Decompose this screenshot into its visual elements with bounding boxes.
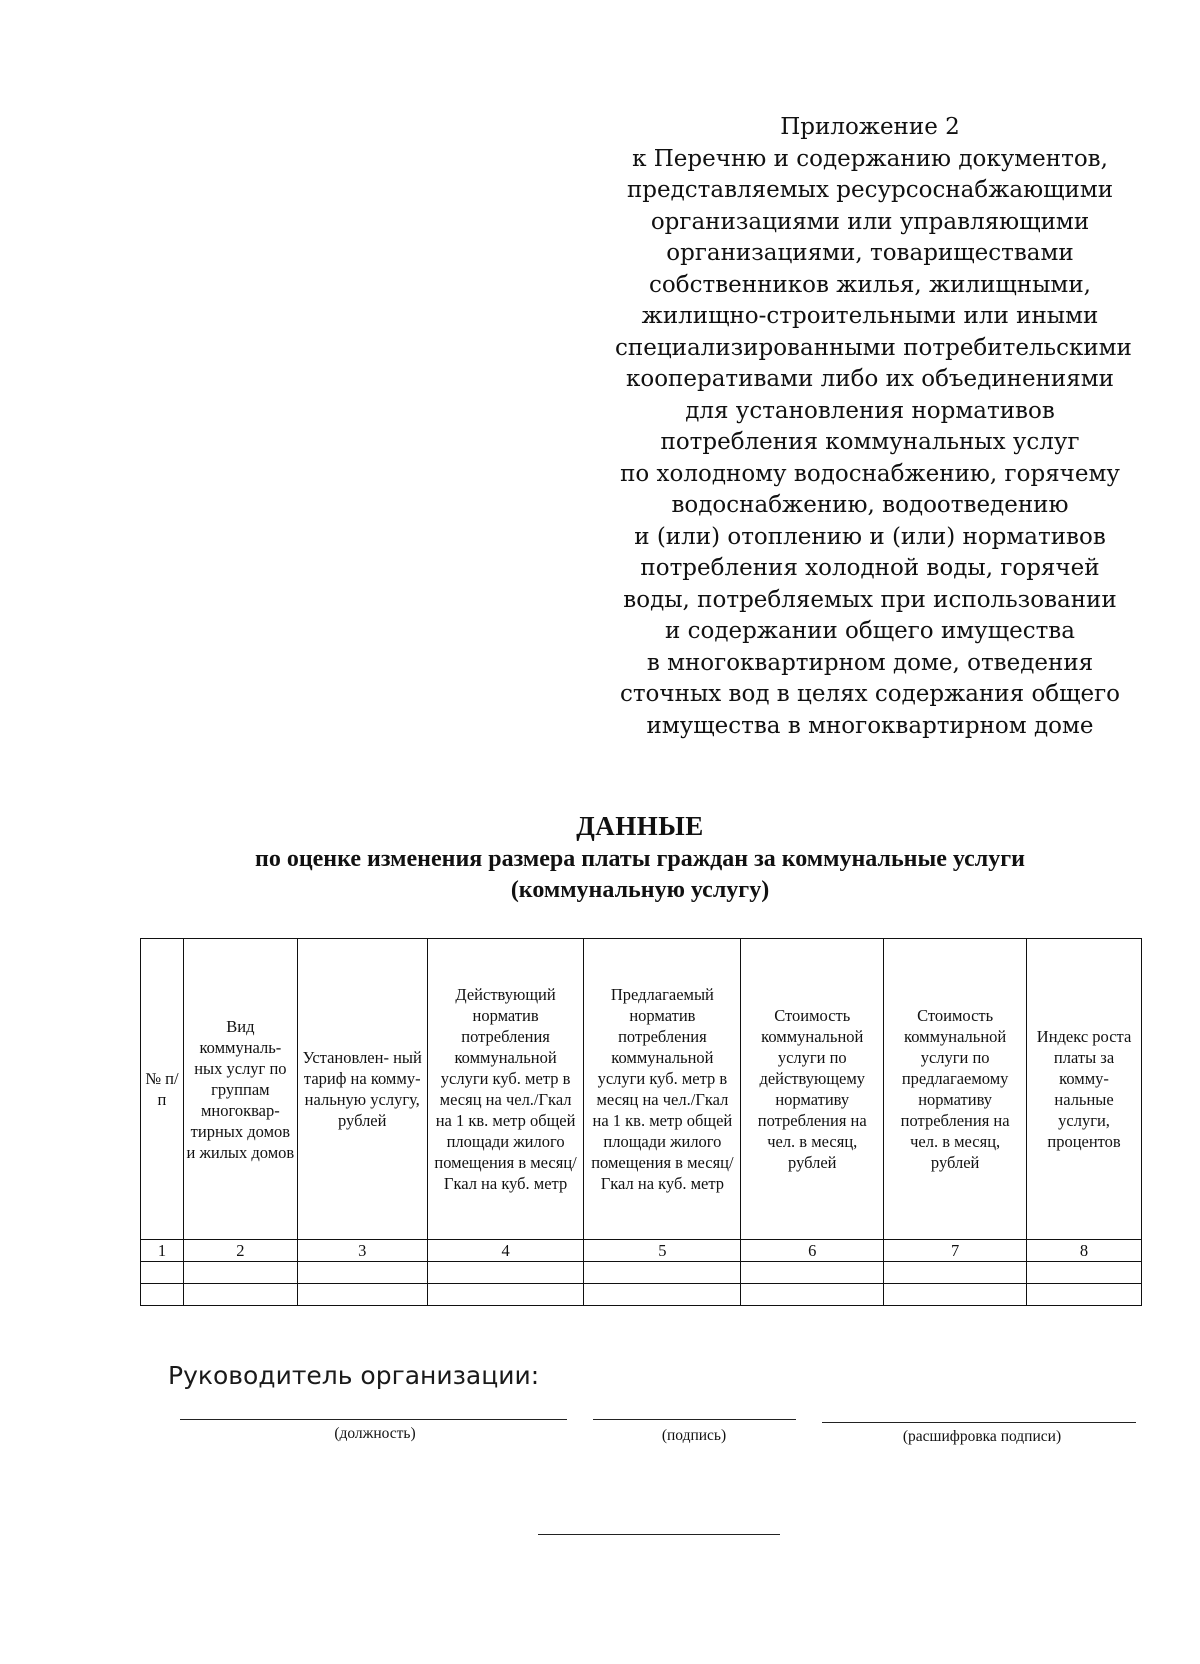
appendix-line: потребления коммунальных услуг [660,429,1080,455]
decoding-caption: (расшифровка подписи) [902,1428,1062,1445]
appendix-line: представляемых ресурсоснабжающими [626,177,1114,203]
appendix-line: и (или) отоплению и (или) нормативов [634,523,1106,550]
column-number-cell: 6 [741,1240,884,1262]
table-cell[interactable] [427,1262,584,1284]
header-cell-current-cost: Стоимость коммунальной услуги по действующему нормативу потребления на чел. в месяц, рублей [741,939,884,1240]
decoding-line[interactable] [822,1422,1136,1423]
appendix-line: Приложение 2 [780,114,960,140]
table-row [141,1262,1142,1284]
appendix-line: кооперативами либо их объединениями [625,366,1114,392]
appendix-line: собственников жилья, жилищными, [649,271,1091,298]
header-cell-growth-index: Индекс роста платы за комму- нальные услуги, процентов [1027,939,1142,1240]
header-cell-current-norm: Действующий норматив потребления коммунальной услуги куб. метр в месяц на чел./Гкал на 1 кв. метр общей площади жилого помещения в месяц/Гкал на куб. метр [427,939,584,1240]
appendix-line: по холодному водоснабжению, горячему [620,460,1120,487]
title-main: ДАННЫЕ [576,811,704,841]
table-cell[interactable] [1027,1262,1142,1284]
header-cell-proposed-cost: Стоимость коммунальной услуги по предлагаемому нормативу потребления на чел. в месяц, рублей [884,939,1027,1240]
signature-line[interactable] [593,1419,796,1420]
signature-label: Руководитель организации: [168,1361,540,1390]
position-line[interactable] [180,1419,567,1420]
table-cell[interactable] [297,1262,427,1284]
appendix-line: жилищно-строительными или иными [641,303,1099,329]
column-number-cell: 2 [183,1240,297,1262]
table-cell[interactable] [427,1284,584,1306]
table-cell[interactable] [884,1262,1027,1284]
appendix-line: для установления нормативов [685,397,1055,424]
table-cell[interactable] [584,1284,741,1306]
title-subtitle-line-2: (коммунальную услугу) [510,877,770,903]
title-subtitle-line-1: по оценке изменения размера платы граждан за коммунальные услуги [254,846,1025,872]
appendix-line: воды, потребляемых при использовании [623,586,1117,613]
appendix-line: организациями, товариществами [666,240,1074,266]
column-number-cell: 7 [884,1240,1027,1262]
appendix-line: организациями или управляющими [650,208,1090,235]
appendix-line: и содержании общего имущества [665,618,1075,644]
table-cell[interactable] [884,1284,1027,1306]
appendix-line: потребления холодной воды, горячей [640,555,1100,581]
appendix-line: к Перечню и содержанию документов, [632,145,1108,172]
data-table [140,938,1142,1306]
header-cell-tariff: Установлен- ный тариф на комму- нальную услугу, рублей [297,939,427,1240]
appendix-line: в многоквартирном доме, отведения [646,649,1094,676]
table-cell[interactable] [297,1284,427,1306]
appendix-line: водоснабжению, водоотведению [671,492,1069,518]
table-cell[interactable] [183,1284,297,1306]
table-cell[interactable] [183,1262,297,1284]
header-cell-service-type: Вид коммуналь- ных услуг по группам многоквар- тирных домов и жилых домов [183,939,297,1240]
appendix-line: сточных вод в целях содержания общего [619,681,1121,707]
table-cell[interactable] [1027,1284,1142,1306]
column-number-cell: 5 [584,1240,741,1262]
appendix-line: имущества в многоквартирном доме [646,712,1094,739]
table-row [141,1284,1142,1306]
position-caption: (должность) [334,1425,416,1442]
column-number-cell: 4 [427,1240,584,1262]
document-title [140,808,1140,906]
table-cell[interactable] [141,1284,184,1306]
table-cell[interactable] [141,1262,184,1284]
header-cell-number: № п/п [141,939,184,1240]
header-cell-proposed-norm: Предлагаемый норматив потребления коммунальной услуги куб. метр в месяц на чел./Гкал на 1 кв. метр общей площади жилого помещения в месяц/Гкал на куб. метр [584,939,741,1240]
column-number-cell: 8 [1027,1240,1142,1262]
column-number-cell: 3 [297,1240,427,1262]
signature-caption: (подпись) [661,1427,727,1444]
bottom-line [538,1534,780,1535]
appendix-block [615,112,1132,742]
table-header-row [141,939,1142,1240]
column-number-row [141,1240,1142,1262]
table-cell[interactable] [741,1284,884,1306]
appendix-line: специализированными потребительскими [615,334,1132,361]
table-cell[interactable] [584,1262,741,1284]
table-cell[interactable] [741,1262,884,1284]
column-number-cell: 1 [141,1240,184,1262]
